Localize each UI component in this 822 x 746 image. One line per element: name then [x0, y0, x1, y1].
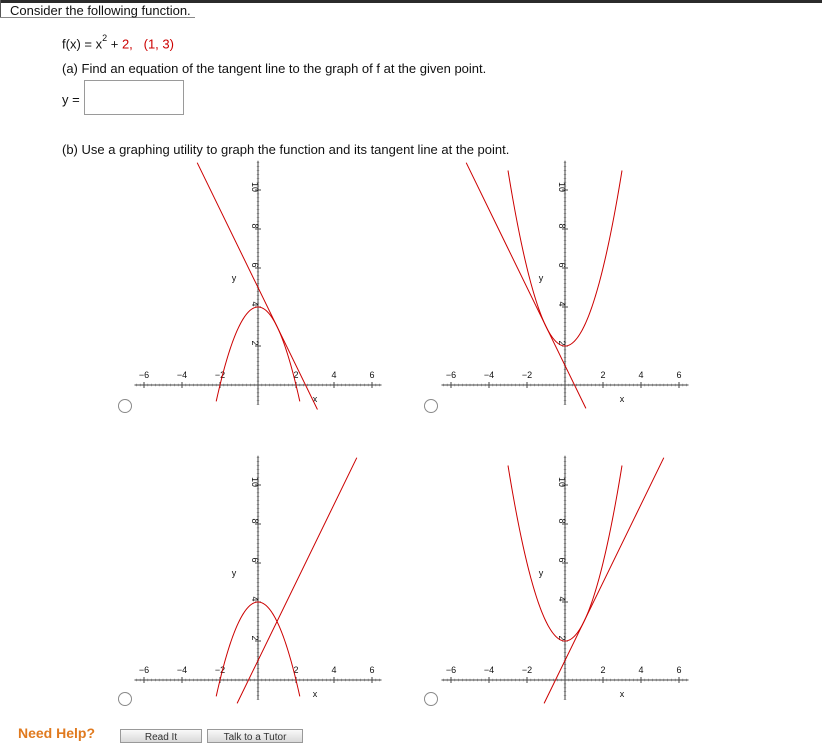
x-tick-label: −6: [445, 665, 457, 675]
y-tick-label: 6: [250, 557, 260, 563]
header-frame: [0, 0, 1, 18]
function-plus: +: [107, 36, 122, 52]
x-tick-label: 6: [369, 370, 375, 380]
tangent-line-answer-input[interactable]: [84, 80, 184, 115]
x-tick-label: −6: [445, 370, 457, 380]
y-tick-label: 8: [250, 518, 260, 524]
x-tick-label: 4: [331, 665, 337, 675]
y-tick-label: 6: [250, 262, 260, 268]
x-tick-label: −2: [214, 370, 226, 380]
y-tick-label: 2: [250, 635, 260, 641]
y-axis-label: y: [231, 272, 237, 283]
y-tick-label: 4: [557, 301, 567, 307]
y-tick-label: 10: [557, 476, 567, 488]
y-tick-label: 6: [557, 262, 567, 268]
y-tick-label: 4: [250, 301, 260, 307]
x-tick-label: −2: [521, 370, 533, 380]
x-axis-label: x: [312, 394, 318, 404]
x-axis-label: x: [619, 394, 625, 404]
x-axis-label: x: [312, 689, 318, 699]
y-tick-label: 2: [250, 340, 260, 346]
x-tick-label: −4: [483, 370, 495, 380]
function-definition: [62, 35, 174, 51]
function-constant: 2,: [121, 36, 133, 52]
read-it-button[interactable]: Read It: [120, 729, 202, 743]
x-tick-label: −4: [176, 665, 188, 675]
x-tick-label: −2: [521, 665, 533, 675]
x-tick-label: −4: [176, 370, 188, 380]
x-tick-label: 4: [638, 370, 644, 380]
y-tick-label: 10: [557, 181, 567, 193]
y-tick-label: 2: [557, 635, 567, 641]
question-intro: Consider the following function.: [10, 3, 191, 18]
function-exponent: 2: [102, 33, 108, 43]
x-tick-label: 6: [369, 665, 375, 675]
talk-to-tutor-button[interactable]: Talk to a Tutor: [207, 729, 303, 743]
y-tick-label: 8: [250, 223, 260, 229]
graph-option-top-left: [138, 160, 383, 405]
y-tick-label: 8: [557, 518, 567, 524]
y-tick-label: 6: [557, 557, 567, 563]
y-tick-label: 4: [557, 596, 567, 602]
x-tick-label: 4: [638, 665, 644, 675]
radio-option-bottom-left[interactable]: [118, 692, 132, 706]
x-tick-label: −6: [138, 665, 150, 675]
x-tick-label: 6: [676, 370, 682, 380]
x-tick-label: 4: [331, 370, 337, 380]
answer-label: y =: [62, 92, 80, 107]
y-axis-label: y: [231, 567, 237, 578]
graph-option-bottom-right: [445, 455, 690, 700]
graph-option-bottom-left: [138, 455, 383, 700]
radio-option-top-right[interactable]: [424, 399, 438, 413]
x-tick-label: 2: [293, 370, 299, 380]
need-help-label: Need Help?: [18, 725, 96, 741]
y-tick-label: 2: [557, 340, 567, 346]
x-tick-label: 2: [600, 665, 606, 675]
y-tick-label: 8: [557, 223, 567, 229]
y-tick-label: 10: [250, 476, 260, 488]
y-tick-label: 10: [250, 181, 260, 193]
given-point: (1, 3): [143, 36, 174, 52]
x-tick-label: −6: [138, 370, 150, 380]
x-tick-label: 2: [293, 665, 299, 675]
y-tick-label: 4: [250, 596, 260, 602]
x-axis-label: x: [619, 689, 625, 699]
x-tick-label: 2: [600, 370, 606, 380]
graph-option-top-right: [445, 160, 690, 405]
part-b-prompt: (b) Use a graphing utility to graph the function and its tangent line at the point.: [62, 142, 510, 157]
part-a-prompt: (a) Find an equation of the tangent line to the graph of f at the given point.: [62, 61, 487, 76]
x-tick-label: −2: [214, 665, 226, 675]
x-tick-label: 6: [676, 665, 682, 675]
y-axis-label: y: [538, 567, 544, 578]
radio-option-bottom-right[interactable]: [424, 692, 438, 706]
y-axis-label: y: [538, 272, 544, 283]
radio-option-top-left[interactable]: [118, 399, 132, 413]
x-tick-label: −4: [483, 665, 495, 675]
function-prefix: f(x) = x: [62, 36, 103, 52]
